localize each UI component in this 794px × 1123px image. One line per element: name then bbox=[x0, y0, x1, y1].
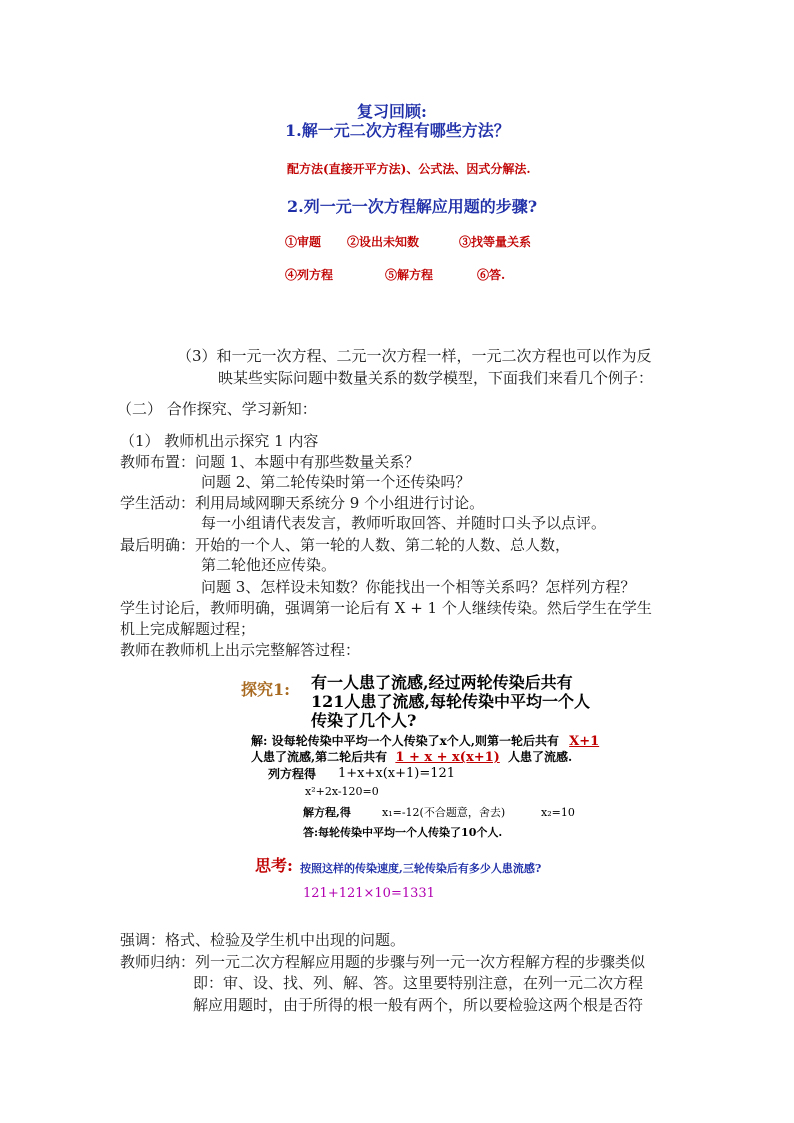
step-2: ②设出未知数 bbox=[347, 235, 420, 249]
root-2: x₂=10 bbox=[541, 806, 575, 819]
blank-1: X+1 bbox=[569, 734, 600, 749]
review-question-2: 2.列一元一次方程解应用题的步骤? bbox=[287, 197, 538, 216]
equation-2: x²+2x-120=0 bbox=[305, 785, 379, 798]
think-question: 按照这样的传染速度,三轮传染后有多少人患流感? bbox=[300, 862, 542, 875]
section2-line: 第二轮他还应传染。 bbox=[201, 556, 337, 574]
solution-text-1: 解: 设每轮传染中平均一个人传染了x个人,则第一轮后共有 bbox=[251, 734, 559, 748]
explore-problem-line: 传染了几个人? bbox=[311, 711, 417, 730]
explore-label: 探究1: bbox=[241, 680, 291, 699]
section2-sub1: （1） 教师机出示探究 1 内容 bbox=[120, 432, 319, 450]
section2-line: 问题 3、怎样设未知数？你能找出一个相等关系吗？怎样列方程？ bbox=[201, 578, 636, 596]
step-3: ③找等量关系 bbox=[459, 235, 532, 249]
closing-line-3: 即：审、设、找、列、解、答。这里要特别注意，在列一元二次方程 bbox=[193, 974, 644, 992]
review-answer-1: 配方法(直接开平方法)、公式法、因式分解法. bbox=[287, 162, 531, 176]
root-1: x₁=-12(不合题意，舍去) bbox=[382, 806, 506, 819]
answer: 答:每轮传染中平均一个人传染了10个人. bbox=[303, 826, 503, 839]
step-1: ①审题 bbox=[285, 235, 322, 249]
section2-title: （二） 合作探究、学习新知： bbox=[117, 400, 317, 418]
solution-line-1 bbox=[251, 735, 599, 748]
eq-label: 列方程得 bbox=[268, 767, 317, 781]
closing-line-2: 教师归纳：列一元二次方程解应用题的步骤与列一元一次方程解方程的步骤类似 bbox=[120, 953, 646, 971]
section2-line: 最后明确：开始的一个人、第一轮的人数、第二轮的人数、总人数， bbox=[120, 536, 571, 554]
solution-text-2a: 人患了流感,第二轮后共有 bbox=[251, 750, 388, 764]
step-4: ④列方程 bbox=[285, 268, 334, 282]
explore-problem-line: 有一人患了流感,经过两轮传染后共有 bbox=[311, 673, 573, 692]
step-5: ⑤解方程 bbox=[385, 268, 434, 282]
explore-problem-line: 121人患了流感,每轮传染中平均一个人 bbox=[311, 692, 590, 711]
review-question-1: 1.解一元二次方程有哪些方法？ bbox=[285, 121, 510, 140]
solution-text-2b: 人患了流感. bbox=[508, 750, 573, 764]
section2-line: 机上完成解题过程； bbox=[120, 620, 256, 638]
section2-line: 教师布置：问题 1、本题中有那些数量关系？ bbox=[120, 453, 420, 471]
section2-line: 每一小组请代表发言，教师听取回答、并随时口头予以点评。 bbox=[201, 514, 607, 532]
solve-label: 解方程,得 bbox=[303, 806, 351, 819]
equation: 1+x+x(x+1)=121 bbox=[338, 766, 456, 781]
think-answer: 121+121×10=1331 bbox=[303, 886, 435, 901]
step-6: ⑥答. bbox=[477, 268, 506, 282]
blank-2: 1 + x + x(x+1) bbox=[395, 750, 500, 765]
para3-line2: 映某些实际问题中数量关系的数学模型，下面我们来看几个例子： bbox=[218, 369, 654, 387]
solution-line-2 bbox=[251, 751, 572, 764]
section2-line: 教师在教师机上出示完整解答过程： bbox=[120, 641, 361, 659]
review-heading: 复习回顾: bbox=[357, 102, 427, 121]
think-label: 思考: bbox=[255, 856, 293, 875]
section2-line: 学生讨论后，教师明确，强调第一论后有 X + 1 个人继续传染。然后学生在学生 bbox=[120, 599, 652, 617]
closing-line-1: 强调：格式、检验及学生机中出现的问题。 bbox=[120, 931, 406, 949]
para3-line1: （3）和一元一次方程、二元一次方程一样，一元二次方程也可以作为反 bbox=[177, 347, 652, 365]
closing-line-4: 解应用题时，由于所得的根一般有两个，所以要检验这两个根是否符 bbox=[193, 996, 644, 1014]
section2-line: 问题 2、第二轮传染时第一个还传染吗？ bbox=[201, 473, 471, 491]
section2-line: 学生活动：利用局域网聊天系统分 9 个小组进行讨论。 bbox=[120, 494, 485, 512]
